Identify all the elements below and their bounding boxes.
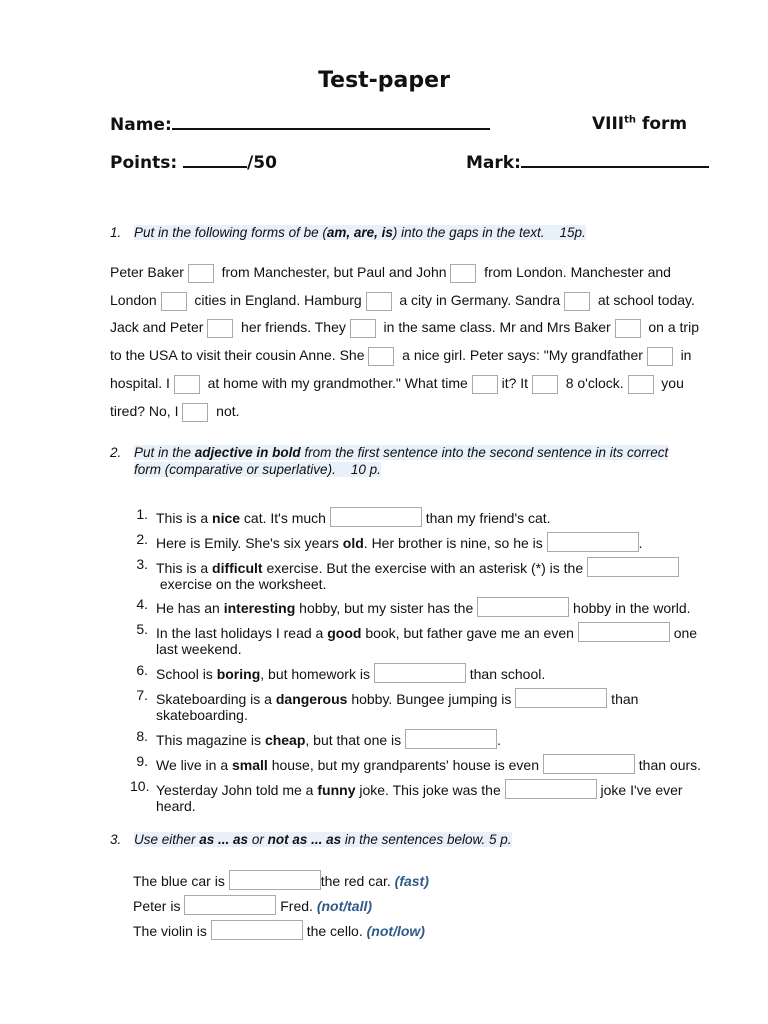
task1-instruction [110,224,710,241]
task1-text-segment: in the same class. Mr and Mrs Baker [375,319,615,336]
task1-text-segment: you [653,374,684,391]
task1-text [110,262,710,432]
task1-line [110,345,691,365]
task2-item-number: 7. [136,687,148,703]
task1-text-segment: Peter Baker [110,264,188,280]
task2-item [130,557,720,592]
task1-post: ) into the gaps in the text. 15p. [392,225,586,240]
answer-box-input[interactable] [211,920,303,940]
task2-number: 2. [110,445,122,460]
text-segment: hobby in the world. [569,600,691,616]
answer-box-input[interactable] [587,557,679,577]
task1-text-segment: a nice girl. Peter says: "My grandfather [394,347,647,364]
adjective-bold: cheap [264,732,306,748]
form-suffix: form [636,114,688,134]
task3-before: The violin is [133,923,211,939]
adjective-bold: small [232,757,268,773]
name-line [172,114,490,130]
task1-text-segment: her friends. They [233,319,350,336]
text-segment: . [638,535,643,551]
task2-post: from the first sentence into the second sentence in its correct [300,445,669,460]
text-segment: joke I've ever [596,782,683,798]
task1-text-segment: it? It [497,374,532,391]
task3-after: Fred. [276,898,317,914]
task2-item [130,507,720,527]
text-segment: This is a [156,560,213,576]
answer-gap-input[interactable] [647,347,673,366]
answer-box-input[interactable] [477,597,569,617]
task2-item [130,754,720,774]
answer-gap-input[interactable] [188,264,214,283]
answer-gap-input[interactable] [161,292,187,311]
answer-gap-input[interactable] [366,292,392,311]
task1-line [110,317,699,337]
task2-item-text [156,532,720,552]
answer-gap-input[interactable] [472,375,498,394]
task3-before: Peter is [133,898,185,914]
task3-b1: as ... as [199,832,249,847]
form-sup: th [624,114,637,126]
task1-text-segment: not. [208,402,240,419]
task2-item-text [156,729,720,749]
task3-item [133,920,425,941]
text-segment: exercise. But the exercise with an asterisk (*) is the [262,560,588,576]
answer-gap-input[interactable] [615,319,641,338]
text-segment: house, but my grandparents' house is even [267,757,543,773]
text-segment: than my friend's cat. [421,510,551,526]
task3-post: in the sentences below. 5 p. [341,832,512,847]
answer-gap-input[interactable] [174,375,200,394]
points-label: Points: [110,153,184,173]
points-row [110,152,277,173]
adjective-bold: difficult [212,560,263,576]
answer-gap-input[interactable] [450,264,476,283]
points-total: /50 [247,153,277,173]
task1-text-segment: tired? No, I [110,402,183,419]
task2-item [130,663,720,683]
answer-gap-input[interactable] [182,403,208,422]
task2-item [130,688,720,723]
task2-item-number: 3. [136,556,148,572]
task2-item-text [156,663,720,683]
text-segment: We live in a [156,757,232,773]
task2-item-text [156,754,720,774]
task3-b2: not as ... as [267,832,342,847]
task3-after: the cello. [302,923,367,939]
task2-item [130,779,720,814]
task1-text-segment: in [672,347,692,364]
task1-text-segment: cities in England. Hamburg [186,291,366,308]
task2-item-number: 5. [136,621,148,637]
adjective-bold: good [327,625,362,641]
task1-text-segment: on a trip [640,319,699,336]
task2-instruction [110,444,710,478]
task2-item [130,597,720,617]
answer-box-input[interactable] [505,779,597,799]
text-segment: School is [156,666,217,682]
task3-before: The blue car is [133,873,229,889]
task1-line [110,401,240,421]
task2-item-continuation: heard. [156,798,196,814]
task2-bold: adjective in bold [194,445,301,460]
text-segment: book, but father gave me an even [361,625,578,641]
text-segment: Here is Emily. She's six years [156,535,343,551]
text-segment: than [607,691,639,707]
text-segment: than ours. [634,757,702,773]
task1-text-segment: from Manchester, but Paul and John [213,264,451,280]
text-segment: cat. It's much [240,510,330,526]
text-segment: Yesterday John told me a [156,782,318,798]
answer-gap-input[interactable] [350,319,376,338]
answer-box-input[interactable] [578,622,670,642]
form-label [592,114,687,134]
task2-line2: form (comparative or superlative). 10 p. [134,462,381,477]
name-row [110,114,490,135]
text-segment: Skateboarding is a [156,691,276,707]
task3-item [133,870,429,891]
task2-item-number: 1. [136,506,148,522]
answer-box-input[interactable] [543,754,635,774]
task1-line [110,290,695,310]
adjective-bold: boring [216,666,261,682]
task3-number: 3. [110,832,122,847]
mark-row [466,152,709,173]
points-line [183,152,247,168]
task2-item-text [156,507,720,527]
task1-text-segment: London [110,291,161,308]
task2-item-text [156,557,720,592]
task2-item [130,729,720,749]
task2-item-text [156,688,720,723]
answer-box-input[interactable] [229,870,321,890]
task3-hint: (not/low) [366,923,425,939]
task2-item-text [156,779,720,814]
task1-text-segment: from London. Manchester and [476,264,671,280]
text-segment: hobby. Bungee jumping is [347,691,516,707]
page-title: Test-paper [318,68,450,93]
text-segment: joke. This joke was the [355,782,505,798]
task2-item-number: 10. [130,778,150,794]
task2-item-number: 9. [136,753,148,769]
answer-box-input[interactable] [184,895,276,915]
task1-text-segment: a city in Germany. Sandra [391,291,565,308]
task2-item-text [156,597,720,617]
task2-item-number: 4. [136,596,148,612]
task2-item-continuation: exercise on the worksheet. [156,576,327,592]
task3-after: the red car. [320,873,395,889]
adjective-bold: nice [212,510,241,526]
task1-line [110,373,684,393]
text-segment: hobby, but my sister has the [295,600,478,616]
mark-line [521,152,709,168]
text-segment: In the last holidays I read a [156,625,328,641]
task2-item-number: 2. [136,531,148,547]
answer-gap-input[interactable] [368,347,394,366]
text-segment: This is a [156,510,213,526]
task1-line [110,262,671,282]
form-text: VIII [592,114,625,134]
answer-box-input[interactable] [405,729,497,749]
answer-gap-input[interactable] [532,375,558,394]
task1-text-segment: at home with my grandmother." What time [199,374,472,391]
task1-text-segment: to the USA to visit their cousin Anne. She [110,347,369,364]
task1-forms: am, are, is [326,225,393,240]
task3-instruction [110,831,710,848]
task1-text-segment: at school today. [590,291,695,308]
task3-item [133,895,372,916]
task2-item [130,622,720,657]
task2-item-number: 6. [136,662,148,678]
text-segment: . Her brother is nine, so he is [363,535,547,551]
text-segment: , but homework is [260,666,374,682]
task2-item-continuation: last weekend. [156,641,242,657]
text-segment: one [669,625,698,641]
adjective-bold: interesting [223,600,296,616]
adjective-bold: funny [317,782,356,798]
text-segment: This magazine is [156,732,265,748]
mark-label: Mark: [466,153,521,173]
answer-box-input[interactable] [515,688,607,708]
task3-hint: (fast) [394,873,429,889]
task2-item-continuation: skateboarding. [156,707,248,723]
answer-gap-input[interactable] [207,319,233,338]
adjective-bold: old [342,535,364,551]
answer-box-input[interactable] [547,532,639,552]
task1-number: 1. [110,225,122,240]
text-segment: He has an [156,600,224,616]
name-label: Name: [110,115,172,135]
text-segment: than school. [465,666,546,682]
task1-text-segment: hospital. I [110,374,174,391]
task3-mid: or [248,832,268,847]
task2-item-number: 8. [136,728,148,744]
task2-pre: Put in the [134,445,195,460]
task2-item [130,532,720,552]
text-segment: , but that one is [305,732,406,748]
adjective-bold: dangerous [275,691,348,707]
answer-box-input[interactable] [330,507,422,527]
task1-text-segment: Jack and Peter [110,319,208,336]
task3-hint: (not/tall) [316,898,373,914]
task3-pre: Use either [134,832,200,847]
answer-gap-input[interactable] [564,292,590,311]
text-segment: . [497,732,501,748]
task2-item-text [156,622,720,657]
answer-box-input[interactable] [374,663,466,683]
answer-gap-input[interactable] [628,375,654,394]
task1-pre: Put in the following forms of be ( [134,225,327,240]
task1-text-segment: 8 o'clock. [557,374,628,391]
